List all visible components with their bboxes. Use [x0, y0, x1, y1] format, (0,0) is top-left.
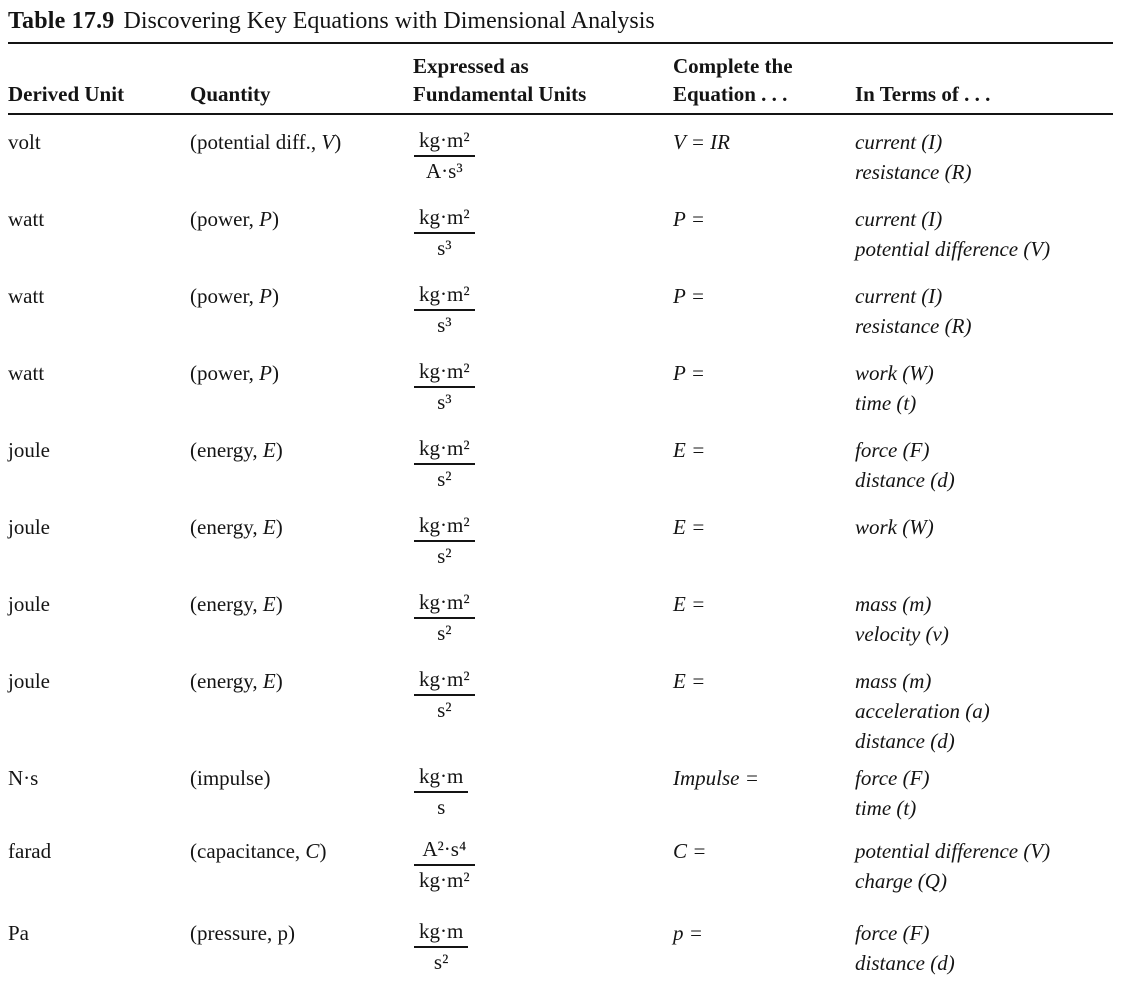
table-row-newton-second [8, 763, 1113, 836]
fraction-denominator: s² [433, 950, 449, 974]
header-line: Equation . . . [673, 82, 788, 106]
quantity-cell [190, 512, 413, 542]
equation-cell: p = [673, 921, 703, 945]
fraction-numerator: kg·m² [414, 435, 475, 465]
term-line: work (W) [855, 361, 934, 385]
table-title [8, 6, 1113, 36]
unit-fraction [414, 918, 468, 976]
derived-unit-cell: N·s [8, 766, 39, 790]
term-line: potential difference (V) [855, 237, 1051, 261]
fraction-denominator: s² [437, 544, 452, 568]
table-row-watt-1 [8, 204, 1113, 281]
quantity-close: ) [275, 515, 283, 539]
in-terms-cell [855, 589, 1113, 649]
term-line: time (t) [855, 391, 917, 415]
fundamental-units-cell [413, 204, 673, 262]
fraction-numerator: kg·m² [414, 512, 475, 542]
fundamental-units-cell [413, 358, 673, 416]
quantity-symbol: E [262, 515, 276, 539]
in-terms-cell [855, 204, 1113, 264]
quantity-text: (energy, [190, 669, 263, 693]
unit-fraction [414, 281, 475, 339]
header-line: Quantity [190, 82, 271, 106]
fraction-denominator: A·s³ [425, 159, 463, 183]
in-terms-cell [855, 127, 1113, 187]
table-row-joule-4 [8, 666, 1113, 763]
fraction-denominator: kg·m² [419, 868, 470, 892]
header-line: Expressed as [413, 54, 529, 78]
derived-unit-cell: farad [8, 839, 52, 863]
quantity-symbol: P [259, 207, 272, 231]
term-line: work (W) [855, 515, 934, 539]
unit-fraction [414, 666, 475, 724]
term-line: charge (Q) [855, 869, 947, 893]
in-terms-cell [855, 763, 1113, 823]
quantity-close: ) [319, 839, 327, 863]
term-line: current (I) [855, 130, 943, 154]
equation-cell: E = [673, 592, 706, 616]
in-terms-cell [855, 836, 1113, 896]
fraction-denominator: s [437, 795, 446, 819]
unit-fraction [414, 435, 475, 493]
in-terms-cell [855, 435, 1113, 495]
quantity-close: ) [275, 438, 283, 462]
fraction-denominator: s³ [437, 313, 452, 337]
fraction-denominator: s² [437, 621, 452, 645]
column-header-in-terms-of [855, 44, 1113, 108]
fundamental-units-cell [413, 127, 673, 185]
quantity-cell [190, 281, 413, 311]
header-line: Derived Unit [8, 82, 125, 106]
table-row-farad [8, 836, 1113, 918]
quantity-text: (power, [190, 207, 260, 231]
quantity-close: ) [271, 284, 279, 308]
fraction-denominator: s³ [437, 390, 452, 414]
term-line: distance (d) [855, 729, 955, 753]
header-line: Fundamental Units [413, 82, 587, 106]
fraction-numerator: kg·m² [414, 358, 475, 388]
table-row-volt [8, 127, 1113, 204]
quantity-cell [190, 836, 413, 866]
equation-cell: E = [673, 438, 706, 462]
fundamental-units-cell [413, 918, 673, 976]
in-terms-cell [855, 918, 1113, 978]
in-terms-cell [855, 281, 1113, 341]
equation-cell: P = [673, 361, 705, 385]
quantity-symbol: E [262, 438, 276, 462]
derived-unit-cell: volt [8, 130, 41, 154]
quantity-symbol: E [262, 669, 276, 693]
quantity-cell [190, 204, 413, 234]
unit-fraction [414, 358, 475, 416]
equation-cell: C = [673, 839, 707, 863]
fundamental-units-cell [413, 435, 673, 493]
quantity-close: ) [275, 669, 283, 693]
term-line: force (F) [855, 921, 930, 945]
unit-fraction [414, 836, 475, 894]
fraction-denominator: s² [437, 698, 452, 722]
table-body [8, 115, 1113, 980]
column-header-complete-equation [673, 44, 855, 108]
quantity-cell [190, 358, 413, 388]
quantity-text: (power, [190, 361, 260, 385]
derived-unit-cell: watt [8, 207, 45, 231]
quantity-symbol: E [262, 592, 276, 616]
in-terms-cell [855, 358, 1113, 418]
term-line: resistance (R) [855, 314, 972, 338]
quantity-symbol: P [259, 361, 272, 385]
term-line: distance (d) [855, 468, 955, 492]
fundamental-units-cell [413, 512, 673, 570]
fraction-numerator: kg·m² [414, 204, 475, 234]
unit-fraction [414, 589, 475, 647]
derived-unit-cell: joule [8, 592, 50, 616]
fraction-numerator: kg·m [414, 763, 468, 793]
quantity-cell [190, 763, 413, 793]
table-row-joule-2 [8, 512, 1113, 589]
term-line: force (F) [855, 438, 930, 462]
quantity-text: (power, [190, 284, 260, 308]
table-row-watt-3 [8, 358, 1113, 435]
fundamental-units-cell [413, 281, 673, 339]
quantity-close: ) [275, 592, 283, 616]
unit-fraction [414, 763, 468, 821]
equation-cell: P = [673, 284, 705, 308]
equation-cell: E = [673, 669, 706, 693]
term-line: mass (m) [855, 592, 932, 616]
term-line: time (t) [855, 796, 917, 820]
quantity-cell [190, 918, 413, 948]
quantity-symbol: P [259, 284, 272, 308]
column-header-quantity [190, 44, 413, 108]
term-line: current (I) [855, 207, 943, 231]
fraction-numerator: kg·m² [414, 127, 475, 157]
derived-unit-cell: joule [8, 515, 50, 539]
unit-fraction [414, 127, 475, 185]
unit-fraction [414, 512, 475, 570]
derived-unit-cell: Pa [8, 921, 29, 945]
table-number: Table 17.9 [8, 8, 115, 34]
quantity-close: ) [271, 207, 279, 231]
table-header-row [8, 44, 1113, 113]
in-terms-cell [855, 512, 1113, 542]
fundamental-units-cell [413, 836, 673, 894]
quantity-text: (energy, [190, 438, 263, 462]
equation-cell: P = [673, 207, 705, 231]
table-row-joule-1 [8, 435, 1113, 512]
table-row-pascal [8, 918, 1113, 980]
derived-unit-cell: watt [8, 361, 45, 385]
quantity-text: (potential diff., [190, 130, 322, 154]
derived-unit-cell: joule [8, 438, 50, 462]
fundamental-units-cell [413, 666, 673, 724]
fundamental-units-cell [413, 589, 673, 647]
quantity-cell [190, 127, 413, 157]
column-header-fundamental-units [413, 44, 673, 108]
term-line: potential difference (V) [855, 839, 1051, 863]
unit-fraction [414, 204, 475, 262]
fraction-numerator: kg·m² [414, 281, 475, 311]
quantity-text: (capacitance, [190, 839, 306, 863]
equation-cell: Impulse = [673, 766, 759, 790]
term-line: distance (d) [855, 951, 955, 975]
fraction-denominator: s² [437, 467, 452, 491]
quantity-cell [190, 666, 413, 696]
term-line: current (I) [855, 284, 943, 308]
fraction-numerator: kg·m² [414, 589, 475, 619]
term-line: mass (m) [855, 669, 932, 693]
term-line: acceleration (a) [855, 699, 990, 723]
fraction-denominator: s³ [437, 236, 452, 260]
derived-unit-cell: watt [8, 284, 45, 308]
quantity-text: (energy, [190, 592, 263, 616]
term-line: force (F) [855, 766, 930, 790]
term-line: velocity (v) [855, 622, 949, 646]
fundamental-units-cell [413, 763, 673, 821]
equation-cell: V = IR [673, 130, 730, 154]
equation-cell: E = [673, 515, 706, 539]
quantity-text: (impulse) [190, 766, 271, 790]
quantity-symbol: V [321, 130, 335, 154]
in-terms-cell [855, 666, 1113, 756]
table-row-joule-3 [8, 589, 1113, 666]
table-row-watt-2 [8, 281, 1113, 358]
quantity-cell [190, 589, 413, 619]
quantity-close: ) [271, 361, 279, 385]
quantity-cell [190, 435, 413, 465]
header-line: Complete the [673, 54, 793, 78]
quantity-close: ) [334, 130, 342, 154]
quantity-symbol: C [305, 839, 320, 863]
header-line: In Terms of . . . [855, 82, 991, 106]
table-caption: Discovering Key Equations with Dimensional Analysis [123, 8, 655, 34]
fraction-numerator: kg·m [414, 918, 468, 948]
fraction-numerator: kg·m² [414, 666, 475, 696]
column-header-derived-unit [8, 44, 190, 108]
fraction-numerator: A²·s⁴ [414, 836, 475, 866]
term-line: resistance (R) [855, 160, 972, 184]
quantity-text: (pressure, p) [190, 921, 295, 945]
derived-unit-cell: joule [8, 669, 50, 693]
quantity-text: (energy, [190, 515, 263, 539]
